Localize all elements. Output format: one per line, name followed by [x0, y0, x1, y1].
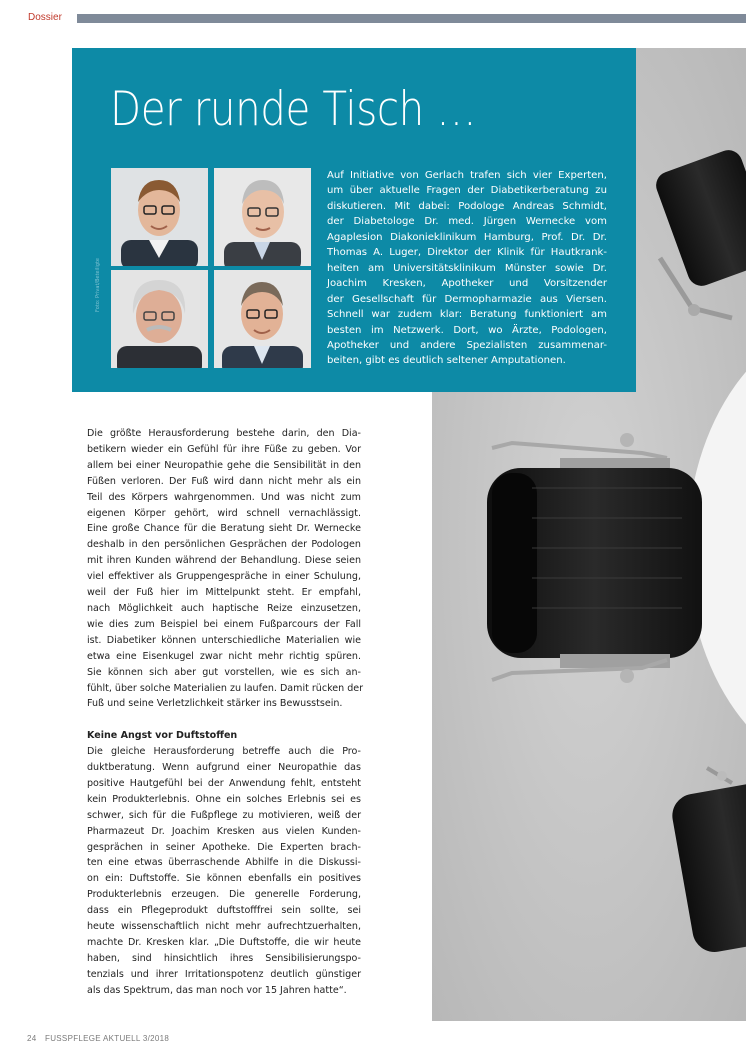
body-line: heute wissenschaftlich nicht mehr aufrechtzuerhalten,	[87, 921, 361, 933]
body-line: weil der Fuß hier im Mittelpunkt steht. Er empfahl,	[87, 587, 361, 599]
body-line: tenzials und ihrer Irritationspotenz deutlich günstiger	[87, 968, 361, 980]
body-line: deshalb in den persönlichen Gesprächen der Podologen	[87, 539, 361, 551]
body-line: fühlt, über solche Materialien zu laufen. Damit rücken der	[87, 682, 364, 694]
intro-line: besten im Netzwerk. Dort, wo Ärzte, Podologen,	[327, 324, 607, 336]
intro-line: beiten, gibt es deutlich seltener Amputationen.	[327, 355, 566, 367]
body-line: duktberatung. Wenn aufgrund einer Neuropathie das	[87, 762, 361, 774]
article-body	[87, 426, 364, 999]
body-line: machte Dr. Kresken klar. „Die Duftstoffe, die wir heute	[87, 936, 361, 948]
body-line: schwer, sich für die Fußpflege zu motivieren, weiß der	[87, 809, 361, 821]
body-line: viel effektiver als Gruppengespräche in einer Schulung,	[87, 571, 361, 583]
intro-line: Schnell war zudem klar: Beratung funktioniert am	[327, 309, 607, 321]
intro-line: der Diabetologe Dr. med. Jürgen Wernecke vom	[327, 216, 607, 228]
body-line: gesprächen in seiner Apotheke. Die Experten brach-	[87, 841, 361, 853]
page-footer	[27, 1034, 175, 1043]
intro-line: Thomas A. Luger, Direktor der Klinik für Hautkrank-	[327, 247, 607, 259]
body-line: betikern wieder ein Gefühl für ihre Füße zu geben. Vor	[87, 443, 361, 455]
body-line: on ein: Duftstoffe. Sie können ebenfalls ein positives	[87, 873, 361, 885]
intro-line: Joachim Kresken, Apotheker und Vorsitzender	[327, 278, 607, 290]
intro-line: Apotheker und andere Spezialisten zusammenar-	[327, 339, 607, 351]
body-line: ist. Diabetiker können unterschiedliche Materialien wie	[87, 634, 361, 646]
portrait-2-image	[214, 168, 311, 266]
body-line: Pharmazeut Dr. Joachim Kresken aus vielen Kunden-	[87, 825, 361, 837]
photo-credit: Foto: Privat/Beteiligte	[95, 257, 101, 312]
page-number: 24	[27, 1034, 37, 1043]
paragraph-2	[87, 744, 361, 999]
portrait-4	[214, 270, 311, 368]
intro-line: Agaplesion Diakonieklinikum Hamburg, Prof. Dr. Dr.	[327, 231, 607, 243]
portrait-3-image	[111, 270, 208, 368]
subheading: Keine Angst vor Duftstoffen	[87, 730, 238, 742]
body-line: Fuß und seine Verletzlichkeit stärker ins Bewusstsein.	[87, 698, 343, 710]
body-line: Sie können sich aber gut vorstellen, wie es sich an-	[87, 666, 361, 678]
intro-line: der Gesellschaft für Dermopharmazie aus Viersen.	[327, 293, 607, 305]
header-rule	[77, 14, 746, 23]
portrait-4-image	[214, 270, 311, 368]
body-line: haben, sind hinsichtlich ihres Sensibilisierungspo-	[87, 952, 361, 964]
body-line: mit ihren Kunden während der Behandlung. Diese seien	[87, 555, 361, 567]
body-line: Füßen verloren. Der Fuß wird dann nicht mehr als ein	[87, 475, 361, 487]
body-line: Produkterlebnis erzeugen. Die generelle Forderung,	[87, 889, 361, 901]
section-label: Dossier	[28, 12, 62, 23]
body-line: nach Möglichkeit auch haptische Reize einzusetzen,	[87, 602, 361, 614]
intro-line: Auf Initiative von Gerlach trafen sich vier Experten,	[327, 170, 607, 181]
intro-text	[327, 168, 607, 369]
publication-name: FUSSPFLEGE AKTUELL 3/2018	[45, 1034, 170, 1043]
body-line: ten eine etwas überraschende Abhilfe in die Diskussi-	[87, 857, 361, 869]
intro-line: heiten am Universitätsklinikum Münster sowie Dr.	[327, 262, 607, 274]
body-line: als das Spektrum, das man noch vor 15 Jahren hatte“.	[87, 984, 347, 996]
body-line: positive Hautgefühl bei der Anwendung fehlt, entsteht	[87, 777, 361, 789]
body-line: etwa eine Eisenkugel zwar nicht mehr richtig spüren.	[87, 650, 361, 662]
portrait-2	[214, 168, 311, 266]
intro-line: um über aktuelle Fragen der Diabetikerberatung zu	[327, 185, 607, 197]
body-line: eigenen Körper gehört, wird schnell vernachlässigt.	[87, 507, 361, 519]
body-line: Eine große Chance für die Beratung sieht Dr. Wernecke	[87, 523, 361, 535]
portrait-1-image	[111, 168, 208, 266]
portrait-1	[111, 168, 208, 266]
headline: Der runde Tisch …	[110, 82, 477, 137]
body-line: kein Produkterlebnis. Ohne ein solches Erlebnis sei es	[87, 793, 361, 805]
body-line: allem bei einer Neuropathie gehe die Sensibilität in den	[87, 459, 361, 471]
intro-line: diskutieren. Mit dabei: Podologe Andreas Schmidt,	[327, 200, 607, 212]
paragraph-1	[87, 426, 364, 712]
body-line: wie dies zum Beispiel bei einem Fußparcours der Fall	[87, 618, 361, 630]
portrait-3	[111, 270, 208, 368]
body-line: Teil des Körpers wahrgenommen. Und was nicht zum	[87, 491, 361, 503]
body-line: Die gleiche Herausforderung betreffe auch die Pro-	[87, 746, 361, 758]
body-line: Die größte Herausforderung bestehe darin, den Dia-	[87, 428, 361, 439]
body-line: dass ein Pflegeprodukt duftstofffrei sein sollte, sei	[87, 905, 361, 917]
